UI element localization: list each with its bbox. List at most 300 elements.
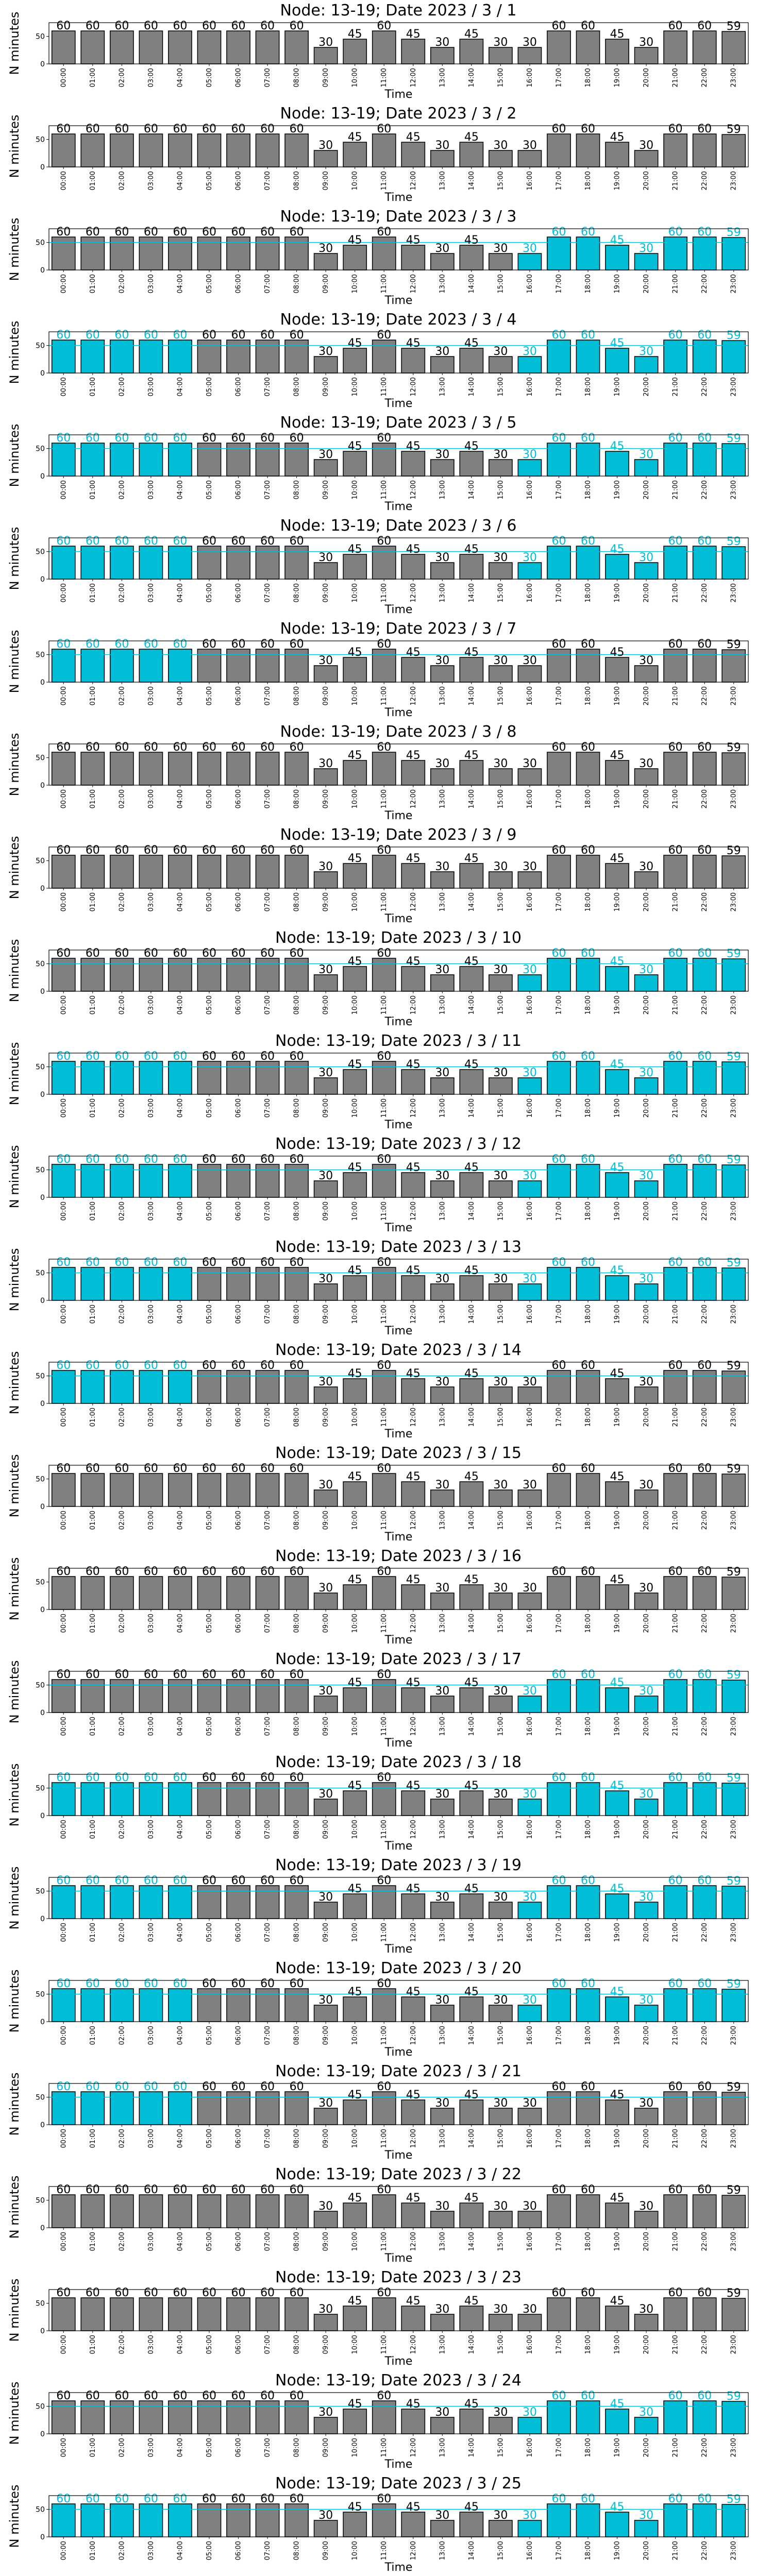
bar-1300 — [431, 47, 454, 64]
x-tick-label: 06:00 — [234, 2541, 243, 2561]
x-tick-label: 08:00 — [293, 1614, 301, 1633]
bar-0300 — [139, 1577, 162, 1609]
bar-0200 — [110, 2298, 133, 2331]
x-tick-label: 11:00 — [380, 2026, 389, 2045]
bar-1000 — [343, 451, 366, 476]
x-tick-label: 15:00 — [497, 68, 505, 88]
data-label: 60 — [201, 2389, 216, 2402]
data-label: 45 — [464, 1161, 479, 1174]
x-tick-label: 19:00 — [613, 1717, 621, 1736]
chart-panel-day-21 — [0, 2061, 773, 2164]
data-label: 30 — [435, 2303, 450, 2316]
x-tick-label: 19:00 — [613, 995, 621, 1015]
data-label: 60 — [697, 638, 712, 651]
data-label: 60 — [697, 2080, 712, 2093]
bar-1200 — [401, 1379, 425, 1403]
bar-1700 — [547, 340, 570, 373]
bar-1300 — [431, 872, 454, 888]
data-label: 60 — [231, 1874, 246, 1887]
data-label: 60 — [668, 1565, 683, 1578]
data-label: 60 — [581, 2286, 596, 2299]
bar-2200 — [693, 31, 716, 64]
x-tick-label: 04:00 — [176, 995, 184, 1015]
data-label: 60 — [56, 844, 71, 857]
x-tick-label: 02:00 — [118, 274, 126, 294]
bar-1900 — [606, 657, 629, 682]
bar-2100 — [664, 2092, 687, 2125]
bar-1400 — [460, 2306, 483, 2331]
data-label: 60 — [377, 535, 392, 548]
data-label: 30 — [493, 2097, 508, 2110]
data-label: 45 — [406, 852, 421, 865]
bar-0800 — [285, 546, 308, 579]
data-label: 60 — [668, 947, 683, 960]
x-tick-label: 07:00 — [264, 1511, 272, 1530]
x-tick-label: 13:00 — [439, 274, 447, 294]
x-tick-label: 10:00 — [351, 2335, 359, 2354]
x-tick-label: 08:00 — [293, 377, 301, 397]
x-tick-label: 09:00 — [322, 2232, 330, 2251]
bar-1700 — [547, 1370, 570, 1403]
x-tick-label: 01:00 — [89, 583, 97, 603]
data-label: 59 — [726, 2493, 741, 2506]
bar-1100 — [373, 134, 396, 167]
x-tick-label: 15:00 — [497, 1098, 505, 1118]
bar-0700 — [256, 2298, 279, 2331]
data-label: 60 — [551, 329, 566, 342]
data-label: 60 — [56, 638, 71, 651]
bar-2000 — [634, 1078, 658, 1094]
data-label: 30 — [435, 1582, 450, 1595]
bar-0900 — [314, 769, 338, 785]
data-label: 30 — [522, 1170, 537, 1182]
data-label: 60 — [114, 1668, 129, 1681]
data-label: 60 — [581, 535, 596, 548]
data-label: 60 — [668, 535, 683, 548]
x-tick-label: 10:00 — [351, 2026, 359, 2045]
x-tick-label: 17:00 — [555, 2335, 563, 2354]
data-label: 45 — [464, 1780, 479, 1792]
bar-1800 — [576, 1886, 599, 1919]
chart-panel-day-1 — [0, 0, 773, 103]
bar-1900 — [606, 2306, 629, 2331]
bar-1800 — [576, 1680, 599, 1713]
bar-2100 — [664, 649, 687, 682]
chart-title: Node: 13-19; Date 2023 / 3 / 8 — [280, 723, 517, 741]
x-tick-label: 07:00 — [264, 2541, 272, 2561]
bar-0200 — [110, 1061, 133, 1094]
data-label: 60 — [581, 1977, 596, 1990]
bar-0100 — [81, 2504, 104, 2537]
y-axis-label: N minutes — [7, 1042, 22, 1106]
bar-0800 — [285, 1577, 308, 1609]
bar-0400 — [169, 237, 192, 270]
bar-0400 — [169, 31, 192, 64]
y-axis-label: N minutes — [7, 114, 22, 178]
x-tick-label: 23:00 — [730, 1408, 738, 1427]
x-tick-label: 01:00 — [89, 2438, 97, 2458]
bar-0500 — [197, 2401, 221, 2434]
bar-1100 — [373, 1061, 396, 1094]
data-label: 30 — [435, 139, 450, 152]
bar-1700 — [547, 855, 570, 888]
x-tick-label: 23:00 — [730, 1304, 738, 1324]
x-tick-label: 04:00 — [176, 2232, 184, 2251]
bar-1100 — [373, 1577, 396, 1609]
data-label: 60 — [201, 741, 216, 754]
bar-0900 — [314, 563, 338, 579]
x-tick-label: 18:00 — [584, 2541, 593, 2561]
bar-1900 — [606, 1482, 629, 1506]
bar-1200 — [401, 142, 425, 167]
x-tick-label: 18:00 — [584, 2026, 593, 2045]
x-tick-label: 03:00 — [147, 2026, 155, 2045]
x-tick-label: 01:00 — [89, 2335, 97, 2354]
x-tick-label: 14:00 — [467, 2335, 476, 2354]
bar-2000 — [634, 357, 658, 373]
x-tick-label: 01:00 — [89, 1304, 97, 1324]
bar-1900 — [606, 1688, 629, 1713]
data-label: 60 — [85, 1874, 100, 1887]
chart-panel-day-22 — [0, 2164, 773, 2267]
bar-1400 — [460, 1379, 483, 1403]
bar-1400 — [460, 451, 483, 476]
x-tick-label: 03:00 — [147, 68, 155, 88]
bar-0000 — [52, 443, 75, 476]
bar-0200 — [110, 1164, 133, 1197]
x-tick-label: 22:00 — [701, 1614, 709, 1633]
x-tick-label: 16:00 — [526, 274, 534, 294]
x-tick-label: 01:00 — [89, 377, 97, 397]
data-label: 30 — [522, 2303, 537, 2316]
x-tick-label: 02:00 — [118, 377, 126, 397]
x-axis-label: Time — [384, 2046, 413, 2059]
bar-0000 — [52, 752, 75, 785]
bar-1000 — [343, 2512, 366, 2537]
x-tick-label: 05:00 — [205, 583, 213, 603]
data-label: 60 — [143, 535, 158, 548]
x-tick-label: 05:00 — [205, 2541, 213, 2561]
data-label: 30 — [435, 1994, 450, 2007]
x-tick-label: 16:00 — [526, 480, 534, 500]
data-label: 60 — [173, 2493, 188, 2505]
x-tick-label: 05:00 — [205, 1304, 213, 1324]
data-label: 45 — [406, 1676, 421, 1689]
x-tick-label: 22:00 — [701, 274, 709, 294]
data-label: 60 — [551, 1256, 566, 1269]
bar-0600 — [227, 443, 250, 476]
data-label: 45 — [464, 1264, 479, 1277]
x-tick-label: 07:00 — [264, 1717, 272, 1736]
data-label: 60 — [201, 947, 216, 960]
x-tick-label: 13:00 — [439, 1304, 447, 1324]
data-label: 60 — [551, 947, 566, 960]
data-label: 45 — [406, 1264, 421, 1277]
x-tick-label: 03:00 — [147, 1304, 155, 1324]
x-tick-label: 05:00 — [205, 68, 213, 88]
x-tick-label: 18:00 — [584, 583, 593, 603]
bar-1100 — [373, 2092, 396, 2125]
data-label: 30 — [493, 860, 508, 873]
bar-1900 — [606, 1379, 629, 1403]
data-label: 60 — [697, 2183, 712, 2196]
bar-1400 — [460, 348, 483, 373]
x-tick-label: 05:00 — [205, 892, 213, 912]
bar-1200 — [401, 1482, 425, 1506]
y-tick-label: 50 — [36, 135, 45, 144]
x-tick-label: 23:00 — [730, 1098, 738, 1118]
x-tick-label: 06:00 — [234, 1304, 243, 1324]
x-tick-label: 08:00 — [293, 2129, 301, 2148]
x-tick-label: 17:00 — [555, 377, 563, 397]
x-tick-label: 20:00 — [643, 995, 651, 1015]
data-label: 60 — [85, 1256, 100, 1269]
data-label: 30 — [639, 860, 654, 873]
data-label: 60 — [56, 1462, 71, 1475]
x-tick-label: 06:00 — [234, 2335, 243, 2354]
bar-2200 — [693, 1164, 716, 1197]
data-label: 60 — [231, 2493, 246, 2505]
data-label: 60 — [85, 2183, 100, 2196]
bar-1600 — [518, 1490, 541, 1506]
bar-0400 — [169, 958, 192, 991]
bar-1700 — [547, 1473, 570, 1506]
bar-1100 — [373, 1370, 396, 1403]
bar-0100 — [81, 443, 104, 476]
bar-0800 — [285, 31, 308, 64]
data-label: 60 — [143, 1256, 158, 1269]
data-label: 30 — [522, 860, 537, 873]
data-label: 60 — [56, 2286, 71, 2299]
x-tick-label: 23:00 — [730, 2438, 738, 2458]
x-tick-label: 14:00 — [467, 274, 476, 294]
x-tick-label: 12:00 — [409, 995, 417, 1015]
x-tick-label: 04:00 — [176, 171, 184, 191]
x-tick-label: 07:00 — [264, 1614, 272, 1633]
data-label: 60 — [260, 329, 275, 342]
chart-panel-day-6 — [0, 515, 773, 618]
bar-1800 — [576, 1989, 599, 2022]
bar-0100 — [81, 134, 104, 167]
x-tick-label: 22:00 — [701, 2129, 709, 2148]
bar-0100 — [81, 1370, 104, 1403]
data-label: 60 — [143, 2493, 158, 2505]
bar-1800 — [576, 1577, 599, 1609]
x-tick-label: 04:00 — [176, 789, 184, 809]
x-tick-label: 13:00 — [439, 995, 447, 1015]
data-label: 30 — [493, 36, 508, 49]
bar-1900 — [606, 2203, 629, 2228]
data-label: 60 — [85, 638, 100, 651]
x-tick-label: 04:00 — [176, 1511, 184, 1530]
data-label: 60 — [85, 226, 100, 239]
bar-1600 — [518, 150, 541, 167]
data-label: 60 — [114, 1153, 129, 1166]
y-axis-label: N minutes — [7, 733, 22, 796]
data-label: 59 — [726, 1050, 741, 1064]
data-label: 30 — [522, 242, 537, 255]
data-label: 60 — [173, 226, 188, 239]
data-label: 60 — [581, 1050, 596, 1063]
x-tick-label: 18:00 — [584, 1820, 593, 1839]
data-label: 30 — [639, 1066, 654, 1079]
data-label: 45 — [464, 1058, 479, 1071]
x-tick-label: 12:00 — [409, 1098, 417, 1118]
bar-0800 — [285, 237, 308, 270]
data-label: 60 — [289, 1462, 304, 1475]
x-tick-label: 14:00 — [467, 789, 476, 809]
data-label: 60 — [551, 2183, 566, 2196]
x-tick-label: 11:00 — [380, 2438, 389, 2458]
x-tick-label: 20:00 — [643, 1923, 651, 1942]
data-label: 60 — [231, 432, 246, 445]
x-tick-label: 15:00 — [497, 1923, 505, 1942]
data-label: 60 — [114, 844, 129, 857]
x-tick-label: 22:00 — [701, 1098, 709, 1118]
x-tick-label: 19:00 — [613, 1923, 621, 1942]
data-label: 45 — [610, 2089, 625, 2102]
bar-2200 — [693, 752, 716, 785]
bar-1500 — [489, 1902, 512, 1919]
x-tick-label: 23:00 — [730, 995, 738, 1015]
x-tick-label: 09:00 — [322, 274, 330, 294]
data-label: 60 — [668, 123, 683, 135]
bar-0400 — [169, 546, 192, 579]
bar-0300 — [139, 1473, 162, 1506]
bar-0000 — [52, 958, 75, 991]
bar-2200 — [693, 1577, 716, 1609]
bar-1400 — [460, 1482, 483, 1506]
data-label: 60 — [201, 1771, 216, 1784]
data-label: 60 — [143, 20, 158, 32]
bar-0500 — [197, 958, 221, 991]
data-label: 60 — [551, 1565, 566, 1578]
y-tick-label: 0 — [40, 782, 45, 790]
data-label: 45 — [464, 234, 479, 247]
x-tick-label: 19:00 — [613, 377, 621, 397]
x-tick-label: 10:00 — [351, 377, 359, 397]
data-label: 30 — [435, 963, 450, 976]
x-tick-label: 23:00 — [730, 2026, 738, 2045]
x-tick-label: 15:00 — [497, 1614, 505, 1633]
x-tick-label: 16:00 — [526, 377, 534, 397]
y-tick-label: 0 — [40, 2018, 45, 2026]
x-tick-label: 05:00 — [205, 1820, 213, 1839]
x-tick-label: 18:00 — [584, 1923, 593, 1942]
x-tick-label: 11:00 — [380, 171, 389, 191]
x-tick-label: 03:00 — [147, 1511, 155, 1530]
bar-1300 — [431, 769, 454, 785]
bar-2000 — [634, 1902, 658, 1919]
data-label: 60 — [173, 1874, 188, 1887]
data-label: 45 — [610, 1676, 625, 1689]
bar-2200 — [693, 1061, 716, 1094]
data-label: 60 — [114, 2080, 129, 2093]
x-tick-label: 16:00 — [526, 171, 534, 191]
bar-1600 — [518, 1593, 541, 1609]
bar-1400 — [460, 760, 483, 785]
bar-0500 — [197, 1061, 221, 1094]
bar-0900 — [314, 2520, 338, 2537]
data-label: 45 — [406, 543, 421, 556]
data-label: 60 — [173, 1977, 188, 1990]
data-label: 60 — [114, 1462, 129, 1475]
x-tick-label: 21:00 — [671, 1820, 680, 1839]
bar-2200 — [693, 2298, 716, 2331]
x-tick-label: 00:00 — [60, 1304, 68, 1324]
bar-1600 — [518, 357, 541, 373]
x-tick-label: 02:00 — [118, 1820, 126, 1839]
x-tick-label: 00:00 — [60, 2438, 68, 2458]
x-tick-label: 01:00 — [89, 686, 97, 706]
y-tick-label: 0 — [40, 472, 45, 481]
x-tick-label: 03:00 — [147, 686, 155, 706]
data-label: 30 — [639, 963, 654, 976]
data-label: 60 — [85, 1462, 100, 1475]
data-label: 45 — [406, 1986, 421, 1998]
bar-0300 — [139, 2504, 162, 2537]
chart-title: Node: 13-19; Date 2023 / 3 / 13 — [275, 1238, 522, 1256]
x-tick-label: 18:00 — [584, 1304, 593, 1324]
x-tick-label: 21:00 — [671, 1717, 680, 1736]
data-label: 60 — [201, 844, 216, 857]
x-tick-label: 08:00 — [293, 686, 301, 706]
bar-1200 — [401, 1276, 425, 1300]
bar-0600 — [227, 237, 250, 270]
bar-1500 — [489, 2520, 512, 2537]
x-tick-label: 14:00 — [467, 1923, 476, 1942]
x-tick-label: 09:00 — [322, 377, 330, 397]
bar-1100 — [373, 1680, 396, 1713]
chart-title: Node: 13-19; Date 2023 / 3 / 18 — [275, 1753, 522, 1771]
data-label: 60 — [114, 226, 129, 239]
data-label: 60 — [260, 1256, 275, 1269]
x-tick-label: 08:00 — [293, 2026, 301, 2045]
bar-1300 — [431, 563, 454, 579]
bar-1600 — [518, 872, 541, 888]
x-tick-label: 04:00 — [176, 2026, 184, 2045]
x-tick-label: 01:00 — [89, 789, 97, 809]
data-label: 30 — [522, 1273, 537, 1285]
data-label: 60 — [289, 2183, 304, 2196]
bar-0800 — [285, 2298, 308, 2331]
bar-1800 — [576, 2195, 599, 2228]
bar-1500 — [489, 1078, 512, 1094]
data-label: 45 — [406, 749, 421, 762]
data-label: 30 — [639, 242, 654, 255]
data-label: 60 — [201, 638, 216, 651]
data-label: 60 — [231, 1668, 246, 1681]
data-label: 60 — [231, 1256, 246, 1269]
x-tick-label: 09:00 — [322, 2438, 330, 2458]
chart-title: Node: 13-19; Date 2023 / 3 / 24 — [275, 2371, 522, 2389]
bar-1600 — [518, 460, 541, 476]
x-tick-label: 00:00 — [60, 892, 68, 912]
x-tick-label: 11:00 — [380, 1304, 389, 1324]
x-tick-label: 05:00 — [205, 2129, 213, 2148]
x-tick-label: 11:00 — [380, 1098, 389, 1118]
x-tick-label: 18:00 — [584, 2129, 593, 2148]
y-axis-label: N minutes — [7, 1557, 22, 1621]
x-tick-label: 16:00 — [526, 1717, 534, 1736]
bar-1500 — [489, 253, 512, 270]
x-tick-label: 11:00 — [380, 2232, 389, 2251]
data-label: 60 — [581, 329, 596, 342]
data-label: 30 — [639, 139, 654, 152]
data-label: 60 — [231, 123, 246, 135]
data-label: 45 — [347, 131, 362, 144]
bar-1200 — [401, 760, 425, 785]
